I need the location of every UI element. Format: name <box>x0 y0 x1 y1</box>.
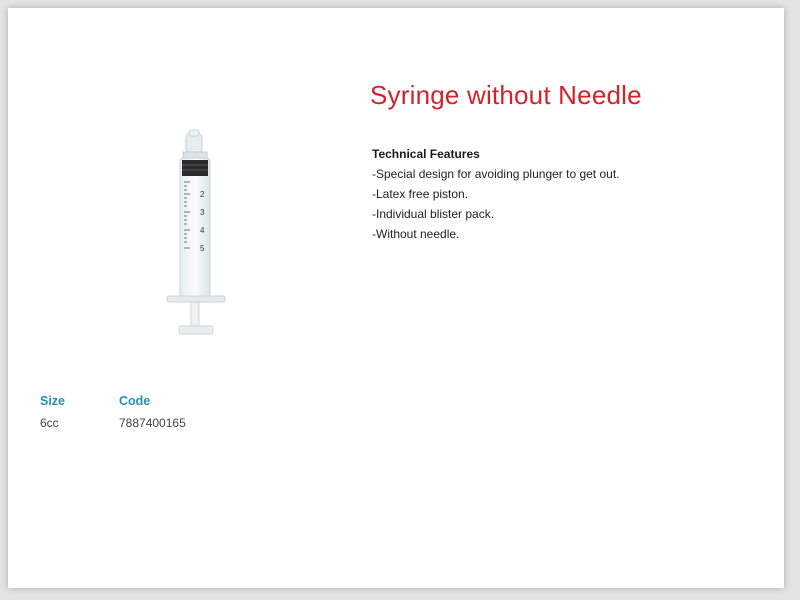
svg-text:5: 5 <box>200 244 205 253</box>
code-value: 7887400165 <box>119 416 186 430</box>
code-header: Code <box>119 394 151 408</box>
features-heading: Technical Features <box>372 147 480 161</box>
technical-features <box>372 144 620 244</box>
features-list <box>372 164 620 244</box>
feature-item: -Without needle. <box>372 227 460 241</box>
svg-text:4: 4 <box>200 226 205 235</box>
product-title: Syringe without Needle <box>370 80 642 110</box>
code-column <box>119 394 186 430</box>
size-column <box>40 394 65 430</box>
size-header: Size <box>40 394 66 408</box>
size-value: 6cc <box>40 416 59 430</box>
feature-item: -Individual blister pack. <box>372 207 495 221</box>
feature-item: -Special design for avoiding plunger to get out. <box>372 167 620 181</box>
syringe-image <box>153 120 243 352</box>
feature-item: -Latex free piston. <box>372 187 469 201</box>
page-frame <box>8 8 784 588</box>
svg-text:3: 3 <box>200 208 205 217</box>
svg-text:2: 2 <box>200 190 205 199</box>
